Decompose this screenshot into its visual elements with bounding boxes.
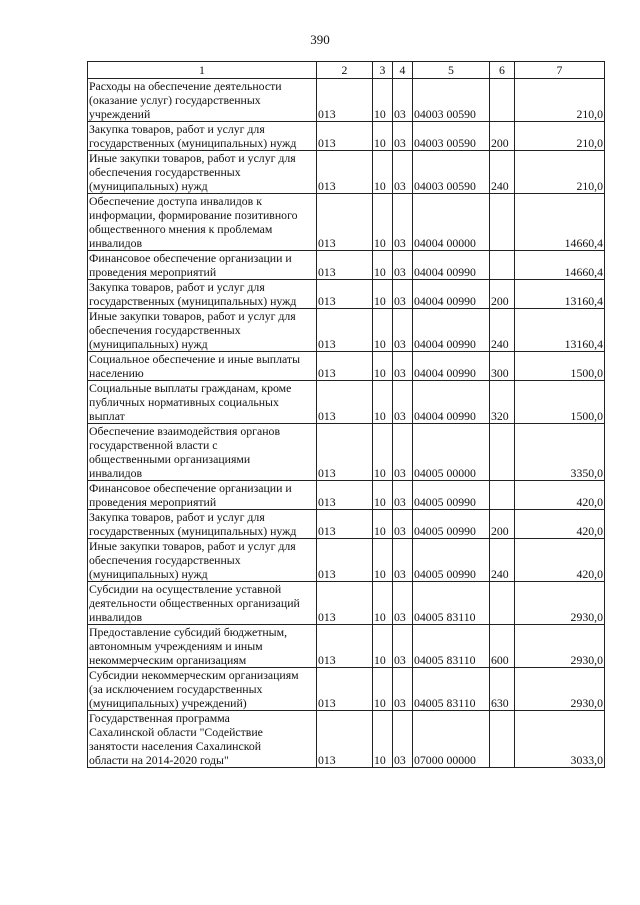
- table-row: [88, 352, 605, 381]
- item-name-cell: Закупка товаров, работ и услуг для государственных (муниципальных) нужд: [88, 280, 317, 309]
- section-cell: 10: [373, 352, 393, 381]
- table-row: [88, 194, 605, 251]
- expense-type-cell: 240: [490, 151, 515, 194]
- amount-cell: 420,0: [515, 481, 605, 510]
- target-article-cell: 04005 83110: [413, 582, 490, 625]
- section-cell: 10: [373, 280, 393, 309]
- ministry-code-cell: 013: [317, 309, 373, 352]
- expense-type-cell: [490, 582, 515, 625]
- ministry-code-cell: 013: [317, 510, 373, 539]
- ministry-code-cell: 013: [317, 194, 373, 251]
- subsection-cell: 03: [393, 381, 413, 424]
- target-article-cell: 04005 00000: [413, 424, 490, 481]
- budget-table: [87, 61, 605, 768]
- table-row: [88, 668, 605, 711]
- table-row: [88, 424, 605, 481]
- expense-type-cell: [490, 251, 515, 280]
- ministry-code-cell: 013: [317, 79, 373, 122]
- item-name-cell: Субсидии на осуществление уставной деятельности общественных организаций инвалидов: [88, 582, 317, 625]
- page-number: 390: [310, 32, 330, 47]
- ministry-code-cell: 013: [317, 539, 373, 582]
- subsection-cell: 03: [393, 582, 413, 625]
- subsection-cell: 03: [393, 711, 413, 768]
- section-cell: 10: [373, 424, 393, 481]
- amount-cell: 14660,4: [515, 251, 605, 280]
- target-article-cell: 04005 83110: [413, 625, 490, 668]
- item-name-cell: Иные закупки товаров, работ и услуг для обеспечения государственных (муниципальных) нужд: [88, 151, 317, 194]
- amount-cell: 210,0: [515, 151, 605, 194]
- subsection-cell: 03: [393, 79, 413, 122]
- section-cell: 10: [373, 539, 393, 582]
- expense-type-cell: [490, 79, 515, 122]
- column-header-1: 1: [88, 62, 317, 79]
- ministry-code-cell: 013: [317, 151, 373, 194]
- column-header-3: 3: [373, 62, 393, 79]
- amount-cell: 1500,0: [515, 352, 605, 381]
- table-row: [88, 582, 605, 625]
- table-row: [88, 510, 605, 539]
- target-article-cell: 04003 00590: [413, 151, 490, 194]
- expense-type-cell: 200: [490, 280, 515, 309]
- section-cell: 10: [373, 194, 393, 251]
- table-row: [88, 122, 605, 151]
- target-article-cell: 04004 00990: [413, 251, 490, 280]
- expense-type-cell: 200: [490, 122, 515, 151]
- table-row: [88, 79, 605, 122]
- item-name-cell: Иные закупки товаров, работ и услуг для обеспечения государственных (муниципальных) нужд: [88, 539, 317, 582]
- target-article-cell: 07000 00000: [413, 711, 490, 768]
- table-row: [88, 539, 605, 582]
- section-cell: 10: [373, 151, 393, 194]
- section-cell: 10: [373, 251, 393, 280]
- section-cell: 10: [373, 381, 393, 424]
- column-header-5: 5: [413, 62, 490, 79]
- section-cell: 10: [373, 668, 393, 711]
- table-header-row: [88, 62, 605, 79]
- table-row: [88, 280, 605, 309]
- section-cell: 10: [373, 625, 393, 668]
- ministry-code-cell: 013: [317, 251, 373, 280]
- section-cell: 10: [373, 79, 393, 122]
- column-header-7: 7: [515, 62, 605, 79]
- subsection-cell: 03: [393, 151, 413, 194]
- subsection-cell: 03: [393, 280, 413, 309]
- item-name-cell: Государственная программа Сахалинской области "Содействие занятости населения Сахалинской области на 2014-2020 годы": [88, 711, 317, 768]
- expense-type-cell: 300: [490, 352, 515, 381]
- ministry-code-cell: 013: [317, 625, 373, 668]
- subsection-cell: 03: [393, 539, 413, 582]
- item-name-cell: Закупка товаров, работ и услуг для государственных (муниципальных) нужд: [88, 510, 317, 539]
- target-article-cell: 04004 00990: [413, 309, 490, 352]
- target-article-cell: 04005 00990: [413, 510, 490, 539]
- amount-cell: 2930,0: [515, 625, 605, 668]
- amount-cell: 210,0: [515, 122, 605, 151]
- expense-type-cell: [490, 481, 515, 510]
- target-article-cell: 04005 83110: [413, 668, 490, 711]
- subsection-cell: 03: [393, 122, 413, 151]
- item-name-cell: Обеспечение доступа инвалидов к информации, формирование позитивного общественного мнения к проблемам инвалидов: [88, 194, 317, 251]
- target-article-cell: 04004 00990: [413, 381, 490, 424]
- table-body: [88, 79, 605, 768]
- subsection-cell: 03: [393, 510, 413, 539]
- ministry-code-cell: 013: [317, 381, 373, 424]
- subsection-cell: 03: [393, 481, 413, 510]
- amount-cell: 1500,0: [515, 381, 605, 424]
- ministry-code-cell: 013: [317, 352, 373, 381]
- expense-type-cell: 200: [490, 510, 515, 539]
- column-header-6: 6: [490, 62, 515, 79]
- expense-type-cell: [490, 194, 515, 251]
- target-article-cell: 04003 00590: [413, 79, 490, 122]
- target-article-cell: 04003 00590: [413, 122, 490, 151]
- subsection-cell: 03: [393, 668, 413, 711]
- amount-cell: 13160,4: [515, 280, 605, 309]
- target-article-cell: 04004 00000: [413, 194, 490, 251]
- table-row: [88, 251, 605, 280]
- amount-cell: 2930,0: [515, 582, 605, 625]
- ministry-code-cell: 013: [317, 481, 373, 510]
- ministry-code-cell: 013: [317, 711, 373, 768]
- amount-cell: 3350,0: [515, 424, 605, 481]
- item-name-cell: Финансовое обеспечение организации и проведения мероприятий: [88, 481, 317, 510]
- table-row: [88, 481, 605, 510]
- expense-type-cell: 600: [490, 625, 515, 668]
- column-header-2: 2: [317, 62, 373, 79]
- amount-cell: 13160,4: [515, 309, 605, 352]
- item-name-cell: Предоставление субсидий бюджетным, автономным учреждениям и иным некоммерческим организациям: [88, 625, 317, 668]
- item-name-cell: Социальное обеспечение и иные выплаты населению: [88, 352, 317, 381]
- ministry-code-cell: 013: [317, 424, 373, 481]
- item-name-cell: Обеспечение взаимодействия органов государственной власти с общественными организациями инвалидов: [88, 424, 317, 481]
- item-name-cell: Финансовое обеспечение организации и проведения мероприятий: [88, 251, 317, 280]
- amount-cell: 420,0: [515, 539, 605, 582]
- section-cell: 10: [373, 510, 393, 539]
- amount-cell: 210,0: [515, 79, 605, 122]
- item-name-cell: Иные закупки товаров, работ и услуг для обеспечения государственных (муниципальных) нужд: [88, 309, 317, 352]
- expense-type-cell: 240: [490, 309, 515, 352]
- item-name-cell: Закупка товаров, работ и услуг для государственных (муниципальных) нужд: [88, 122, 317, 151]
- subsection-cell: 03: [393, 625, 413, 668]
- table-row: [88, 625, 605, 668]
- expense-type-cell: [490, 711, 515, 768]
- amount-cell: 2930,0: [515, 668, 605, 711]
- subsection-cell: 03: [393, 251, 413, 280]
- amount-cell: 3033,0: [515, 711, 605, 768]
- target-article-cell: 04004 00990: [413, 280, 490, 309]
- ministry-code-cell: 013: [317, 668, 373, 711]
- subsection-cell: 03: [393, 424, 413, 481]
- subsection-cell: 03: [393, 309, 413, 352]
- target-article-cell: 04005 00990: [413, 481, 490, 510]
- expense-type-cell: 320: [490, 381, 515, 424]
- section-cell: 10: [373, 122, 393, 151]
- ministry-code-cell: 013: [317, 122, 373, 151]
- expense-type-cell: 630: [490, 668, 515, 711]
- expense-type-cell: 240: [490, 539, 515, 582]
- subsection-cell: 03: [393, 194, 413, 251]
- amount-cell: 14660,4: [515, 194, 605, 251]
- subsection-cell: 03: [393, 352, 413, 381]
- table-row: [88, 309, 605, 352]
- expense-type-cell: [490, 424, 515, 481]
- section-cell: 10: [373, 481, 393, 510]
- target-article-cell: 04005 00990: [413, 539, 490, 582]
- column-header-4: 4: [393, 62, 413, 79]
- target-article-cell: 04004 00990: [413, 352, 490, 381]
- ministry-code-cell: 013: [317, 280, 373, 309]
- table-row: [88, 151, 605, 194]
- item-name-cell: Расходы на обеспечение деятельности (оказание услуг) государственных учреждений: [88, 79, 317, 122]
- table-row: [88, 381, 605, 424]
- table-row: [88, 711, 605, 768]
- section-cell: 10: [373, 309, 393, 352]
- section-cell: 10: [373, 711, 393, 768]
- item-name-cell: Социальные выплаты гражданам, кроме публичных нормативных социальных выплат: [88, 381, 317, 424]
- amount-cell: 420,0: [515, 510, 605, 539]
- ministry-code-cell: 013: [317, 582, 373, 625]
- section-cell: 10: [373, 582, 393, 625]
- item-name-cell: Субсидии некоммерческим организациям (за исключением государственных (муниципальных) учреждений): [88, 668, 317, 711]
